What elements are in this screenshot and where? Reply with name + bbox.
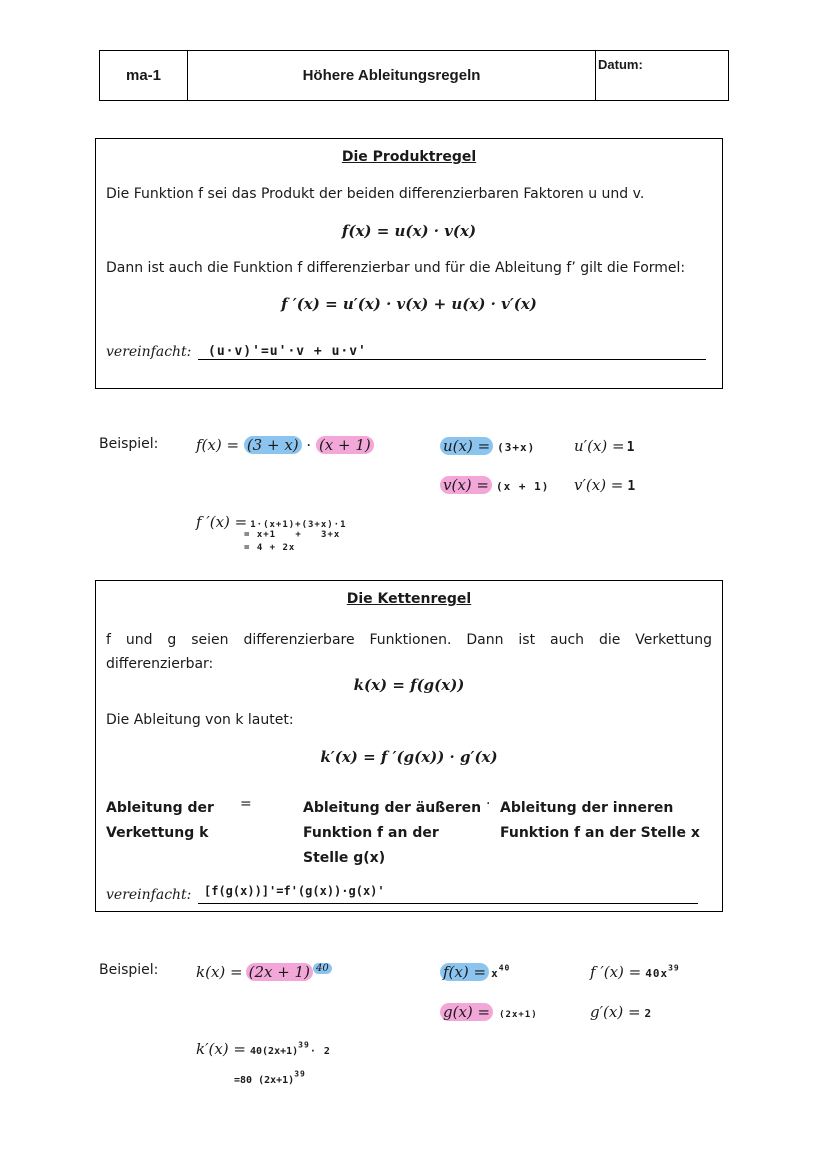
- k-lhs: k(x) =: [196, 963, 243, 981]
- beispiel2-label: Beispiel:: [99, 962, 159, 978]
- kp-hand1-exp: 39: [298, 1040, 310, 1050]
- kp-hand-line1: 40(2x+1): [250, 1046, 299, 1057]
- f-definition: [440, 962, 510, 981]
- k-prime-derivation: [196, 1039, 331, 1058]
- simplified-handwriting: (u·v)'=u'·v + u·v': [208, 344, 367, 359]
- dg-definition: [590, 1002, 652, 1021]
- dv-lhs: v′(x) =: [574, 476, 624, 494]
- df-lhs: f ′(x) =: [590, 963, 642, 981]
- produktregel-box: [95, 138, 723, 389]
- kp-hand2-exp: 39: [294, 1069, 306, 1079]
- dot: ·: [301, 436, 316, 454]
- col1-line2: Verkettung k: [106, 825, 209, 841]
- exp-highlight: 40: [313, 963, 332, 974]
- fp-hand-line3: = 4 + 2x: [244, 543, 296, 553]
- kettenregel-intro: f und g seien differenzierbare Funktionen. Dann ist auch die Verkettung differenzierbar:: [106, 632, 712, 672]
- produktregel-title: Die Produktregel: [341, 149, 477, 165]
- produktregel-intro: Die Funktion f sei das Produkt der beiden differenzierbaren Faktoren u und v.: [106, 186, 645, 202]
- fp-hand-line1: 1·(x+1)+(3+x)·1: [250, 520, 347, 530]
- f-prime-derivation: [196, 512, 347, 531]
- v-definition: [440, 475, 549, 494]
- df-definition: [590, 962, 680, 981]
- v-hand: (x + 1): [495, 480, 550, 493]
- col-verkettung: [106, 796, 214, 846]
- kettenregel-text2: Die Ableitung von k lautet:: [106, 712, 294, 728]
- f-lhs: f(x) =: [196, 436, 244, 454]
- kettenregel-formula: k(x) = f(g(x)): [353, 676, 465, 694]
- equals-sign: =: [240, 796, 252, 812]
- dv-definition: [574, 475, 636, 494]
- kettenregel-title: Die Kettenregel: [346, 591, 472, 607]
- kettenregel-formula2: k′(x) = f ′(g(x)) · g′(x): [320, 748, 498, 766]
- header-table: [99, 50, 729, 101]
- df-hand-exp: 39: [668, 963, 680, 973]
- course-code: ma-1: [100, 51, 188, 100]
- f-hand-exp: 40: [498, 963, 511, 973]
- g-lhs: g(x) =: [440, 1003, 493, 1021]
- df-hand: 40x: [645, 967, 669, 980]
- example2-function: [196, 962, 332, 981]
- page-title: Höhere Ableitungsregeln: [188, 51, 596, 100]
- multiply-dot: ·: [486, 796, 491, 812]
- v-lhs: v(x) =: [440, 476, 492, 494]
- beispiel-label: Beispiel:: [99, 436, 159, 452]
- kp-line2: [234, 1068, 306, 1087]
- kettenregel-box: [95, 580, 723, 912]
- col-aeussere: [303, 796, 481, 871]
- u-hand: (3+x): [497, 441, 536, 454]
- kp-lhs: k′(x) =: [196, 1040, 246, 1058]
- u-definition: [440, 436, 535, 455]
- col3-line1: Ableitung der inneren: [500, 800, 674, 816]
- g-definition: [440, 1002, 538, 1021]
- kp-hand1-tail: · 2: [309, 1046, 331, 1057]
- produktregel-formula2: f ′(x) = u′(x) · v(x) + u(x) · v′(x): [281, 295, 537, 313]
- u-lhs: u(x) =: [440, 437, 493, 455]
- col3-line2: Funktion f an der Stelle x: [500, 825, 700, 841]
- dv-hand: 1: [627, 479, 637, 494]
- col1-line1: Ableitung der: [106, 800, 214, 816]
- col2-line2: Funktion f an der: [303, 825, 439, 841]
- v-factor-highlight: (x + 1): [316, 436, 374, 454]
- dg-hand: 2: [644, 1007, 653, 1020]
- fp-lhs: f ′(x) =: [196, 513, 248, 531]
- du-lhs: u′(x) =: [574, 437, 625, 455]
- inner-highlight: (2x + 1): [246, 963, 313, 981]
- simplified-handwriting-2: [f(g(x))]'=f'(g(x))·g(x)': [204, 884, 385, 898]
- col-innere: [500, 796, 700, 846]
- g-hand: (2x+1): [499, 1010, 538, 1020]
- simplified-label-2: vereinfacht:: [106, 887, 192, 903]
- col2-line3: Stelle g(x): [303, 850, 386, 866]
- f-hand: x: [491, 967, 499, 980]
- du-definition: [574, 436, 635, 455]
- simplified-line-2: [198, 902, 698, 904]
- example1-function: [196, 436, 374, 454]
- produktregel-text2: Dann ist auch die Funktion f differenzierbar und für die Ableitung f’ gilt die Formel:: [106, 260, 686, 276]
- fp-hand-line2: = x+1 + 3+x: [244, 530, 341, 540]
- col2-line1: Ableitung der äußeren: [303, 800, 482, 816]
- produktregel-formula: f(x) = u(x) · v(x): [341, 222, 477, 240]
- date-field[interactable]: Datum:: [598, 57, 643, 72]
- du-hand: 1: [626, 440, 636, 455]
- simplified-label: vereinfacht:: [106, 344, 192, 360]
- u-factor-highlight: (3 + x): [244, 436, 302, 454]
- kp-hand-line2: =80 (2x+1): [234, 1075, 295, 1086]
- f-lhs-2: f(x) =: [440, 963, 489, 981]
- dg-lhs: g′(x) =: [590, 1003, 641, 1021]
